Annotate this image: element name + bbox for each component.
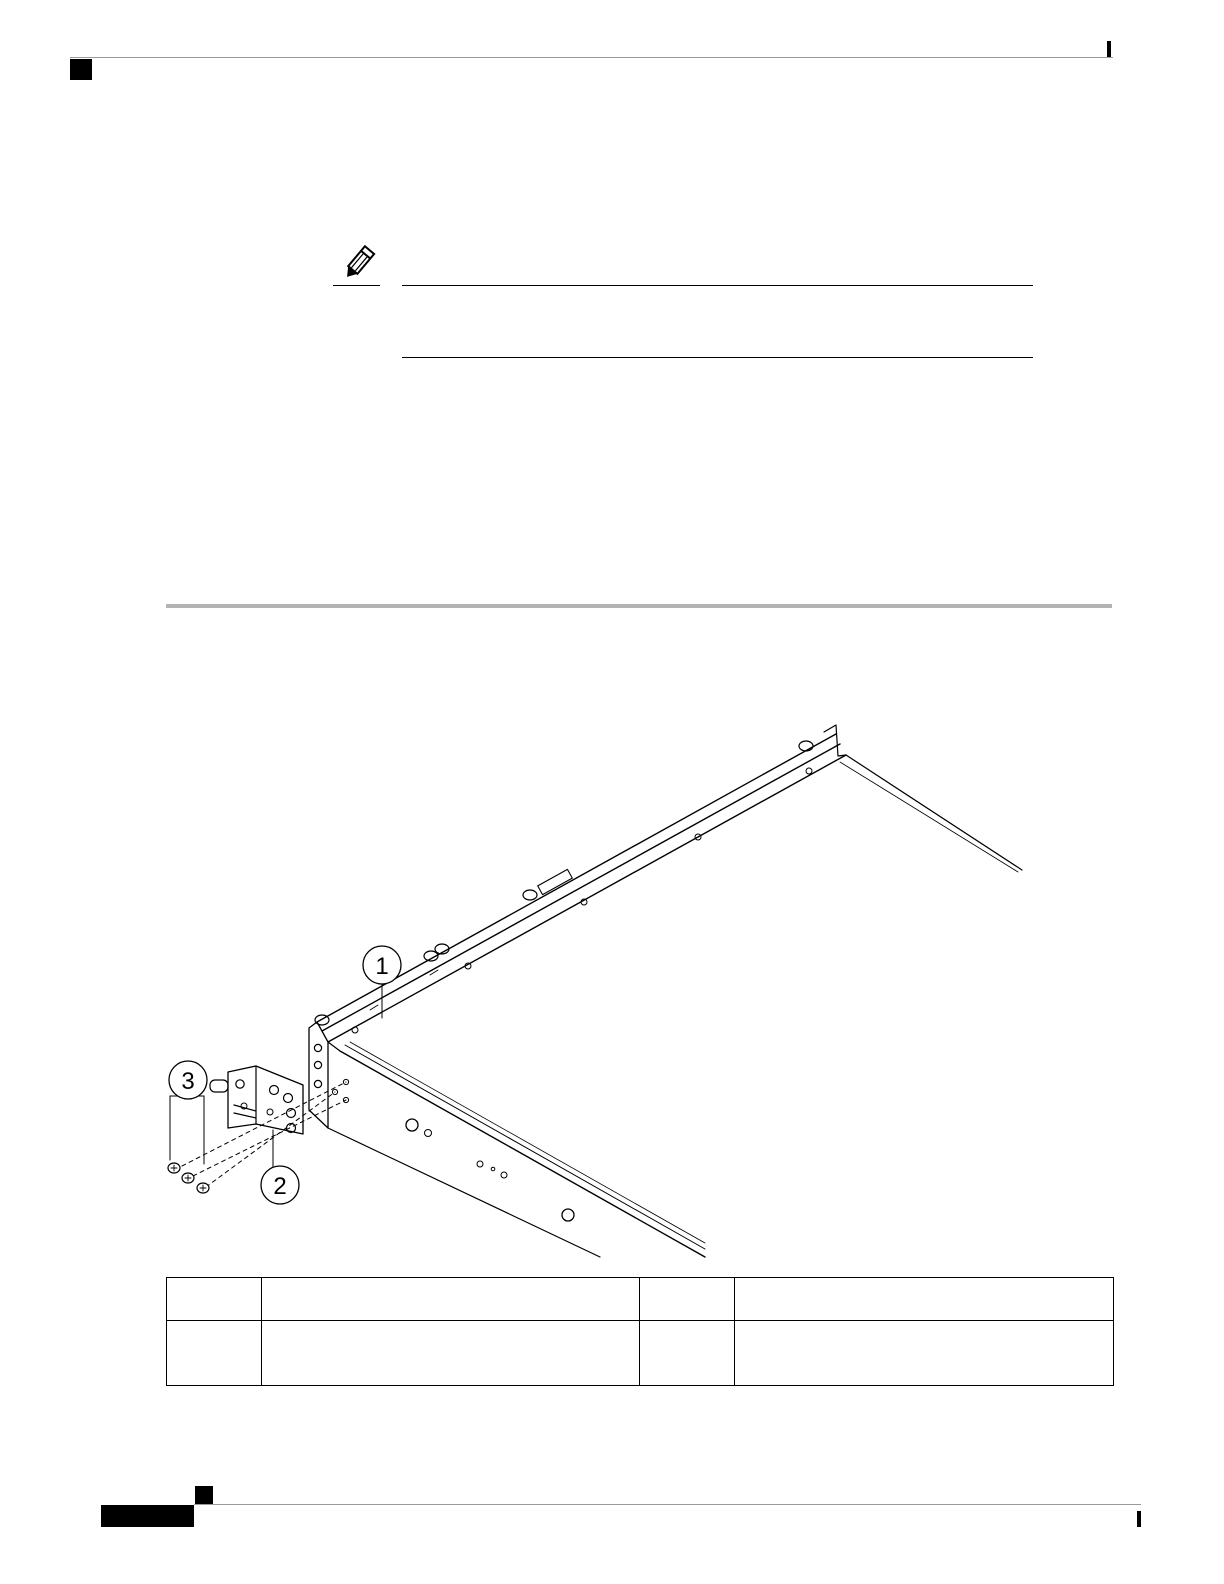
note-rule-top [402,285,1033,286]
header-tick-mark [1107,41,1111,57]
table-row [167,1278,1114,1321]
footer-tick-mark [1137,1511,1141,1527]
footer-marker-square [195,1486,213,1504]
table-cell [262,1278,640,1321]
footer-rule [194,1504,1141,1505]
pencil-note-icon [340,245,380,285]
note-rule-bottom [402,357,1033,358]
chassis-drawing [168,725,1022,1257]
footer-page-block [101,1505,194,1527]
table-cell [735,1278,1114,1321]
callout-3-label: 3 [181,1068,195,1095]
table-row [167,1321,1114,1386]
header-marker-block [70,59,92,80]
table-cell [262,1321,640,1386]
callout-1-label: 1 [375,953,389,980]
table-cell [640,1278,735,1321]
table-cell [640,1321,735,1386]
table-cell [167,1321,262,1386]
callout-legend-table [166,1277,1114,1386]
callout-2-label: 2 [273,1173,287,1200]
header-rule [70,57,1113,58]
table-cell [167,1278,262,1321]
rack-bracket-figure [160,720,1040,1265]
table-cell [735,1321,1114,1386]
callout-labels [181,953,388,1200]
section-divider [166,604,1112,608]
note-rule-left [333,285,380,286]
